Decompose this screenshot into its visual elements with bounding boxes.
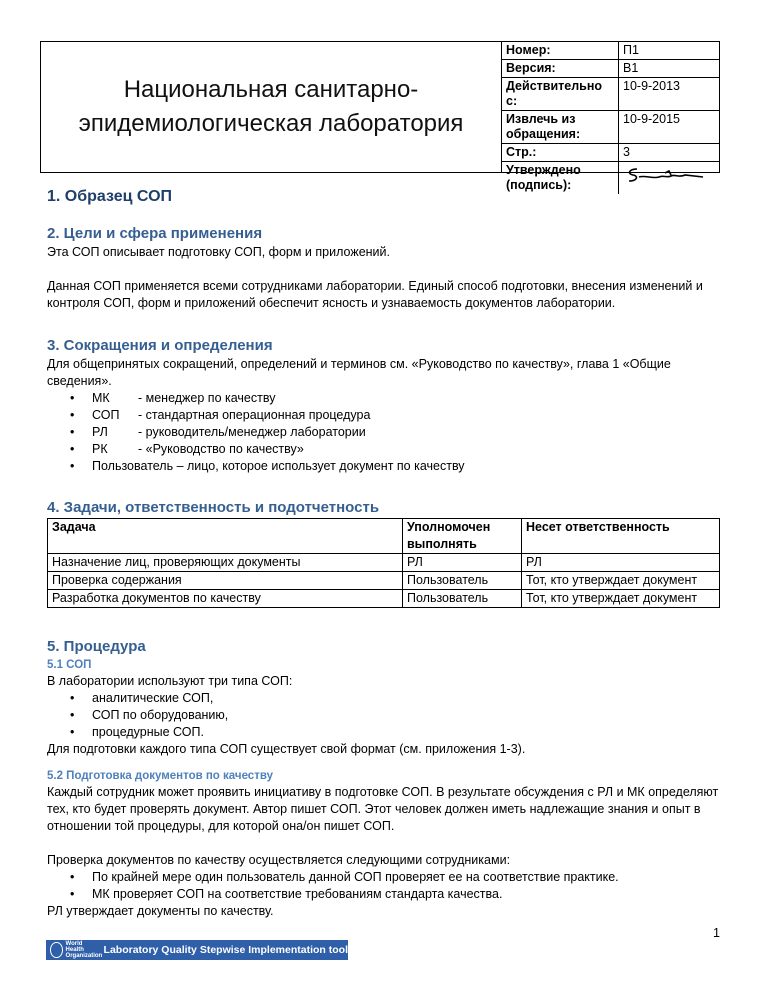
lab-name-line1: Национальная санитарно- [123, 76, 419, 103]
lab-name [41, 42, 502, 172]
table-row [48, 572, 720, 590]
paragraph: Данная СОП применяется всеми сотрудниками лаборатории. Единый способ подготовки, внесения изменений и контроля СОП, форм и приложений обеспечит ясность и узнаваемость документов лаборатории. [47, 279, 703, 310]
list-item: • аналитические СОП, [92, 690, 727, 707]
table-header: Задача [48, 519, 403, 554]
table-cell: Разработка документов по качеству [48, 590, 403, 608]
list-item [92, 390, 727, 407]
footer-banner [46, 940, 348, 960]
meta-label: Стр.: [502, 144, 619, 162]
list-item [92, 424, 727, 441]
table-cell: Пользователь [403, 590, 522, 608]
lab-name-line2: эпидемиологическая лаборатория [78, 110, 464, 137]
meta-label: Номер: [502, 42, 619, 60]
list-item: • Пользователь – лицо, которое использует документ по качеству [92, 458, 727, 475]
abbreviation: РЛ [92, 425, 108, 439]
table-header: Уполномочен выполнять [403, 519, 522, 554]
paragraph: В лаборатории используют три типа СОП: [47, 674, 293, 688]
list-item [92, 407, 727, 424]
meta-value: 10-9-2015 [619, 111, 720, 144]
meta-label: Версия: [502, 60, 619, 78]
tool-name: Laboratory Quality Stepwise Implementation tool [103, 944, 348, 956]
table-row [48, 554, 720, 572]
document-body [47, 186, 727, 920]
list-item: • СОП по оборудованию, [92, 707, 727, 724]
section-heading-5: 5. Процедура [47, 638, 146, 655]
subsection-heading: 5.1 СОП [47, 659, 92, 671]
list-item: • По крайней мере один пользователь данной СОП проверяет ее на соответствие практике. [92, 869, 727, 886]
section-heading-2: 2. Цели и сфера применения [47, 225, 263, 242]
sop-type-list [47, 690, 727, 741]
section-heading-1: 1. Образец СОП [47, 188, 173, 205]
document-meta [502, 42, 719, 192]
meta-value: 3 [619, 144, 720, 162]
meta-value: 10-9-2013 [619, 78, 720, 111]
table-cell: Тот, кто утверждает документ [522, 590, 720, 608]
who-text: World Health Organization [65, 941, 103, 959]
list-item: • МК проверяет СОП на соответствие требованиям стандарта качества. [92, 886, 727, 903]
paragraph: Каждый сотрудник может проявить инициативу в подготовке СОП. В результате обсуждения с РЛ и МК определяют тех, кто будет проверять документ. Автор пишет СОП. Этот человек должен иметь надлежащие знания и опыт в отношении той процедуры, для которой она/он пишет СОП. [47, 785, 719, 833]
meta-label: Извлечь из обращения: [502, 111, 619, 144]
meta-label: Утверждено (подпись): [502, 162, 619, 195]
table-cell: Проверка содержания [48, 572, 403, 590]
list-item: • процедурные СОП. [92, 724, 727, 741]
review-list [47, 869, 727, 903]
paragraph: Для общепринятых сокращений, определений и терминов см. «Руководство по качеству», глава 1 «Общие сведения». [47, 357, 671, 388]
paragraph: РЛ утверждает документы по качеству. [47, 904, 274, 918]
signature-scribble [623, 163, 713, 187]
paragraph: Эта СОП описывает подготовку СОП, форм и приложений. [47, 245, 390, 259]
meta-value: В1 [619, 60, 720, 78]
table-cell: РЛ [403, 554, 522, 572]
table-cell: Пользователь [403, 572, 522, 590]
meta-value: П1 [619, 42, 720, 60]
section-heading-4: 4. Задачи, ответственность и подотчетность [47, 499, 380, 516]
abbreviation: СОП [92, 408, 120, 422]
subsection-heading: 5.2 Подготовка документов по качеству [47, 770, 274, 782]
table-row [48, 590, 720, 608]
table-cell: Назначение лиц, проверяющих документы [48, 554, 403, 572]
responsibility-table [47, 518, 720, 608]
abbreviation-list [47, 390, 727, 475]
table-header: Несет ответственность [522, 519, 720, 554]
definition: - менеджер по качеству [138, 391, 276, 405]
definition: - руководитель/менеджер лаборатории [138, 425, 366, 439]
definition: - «Руководство по качеству» [138, 442, 304, 456]
document-header [40, 41, 720, 192]
section-heading-3: 3. Сокращения и определения [47, 337, 273, 354]
who-logo-icon [50, 942, 63, 958]
meta-label: Действительно с: [502, 78, 619, 111]
definition: - стандартная операционная процедура [138, 408, 371, 422]
list-item [92, 441, 727, 458]
table-cell: РЛ [522, 554, 720, 572]
abbreviation: МК [92, 391, 110, 405]
abbreviation: РК [92, 442, 108, 456]
paragraph: Проверка документов по качеству осуществляется следующими сотрудниками: [47, 853, 511, 867]
page-number: 1 [713, 926, 720, 940]
paragraph: Для подготовки каждого типа СОП существует свой формат (см. приложения 1-3). [47, 742, 526, 756]
table-cell: Тот, кто утверждает документ [522, 572, 720, 590]
